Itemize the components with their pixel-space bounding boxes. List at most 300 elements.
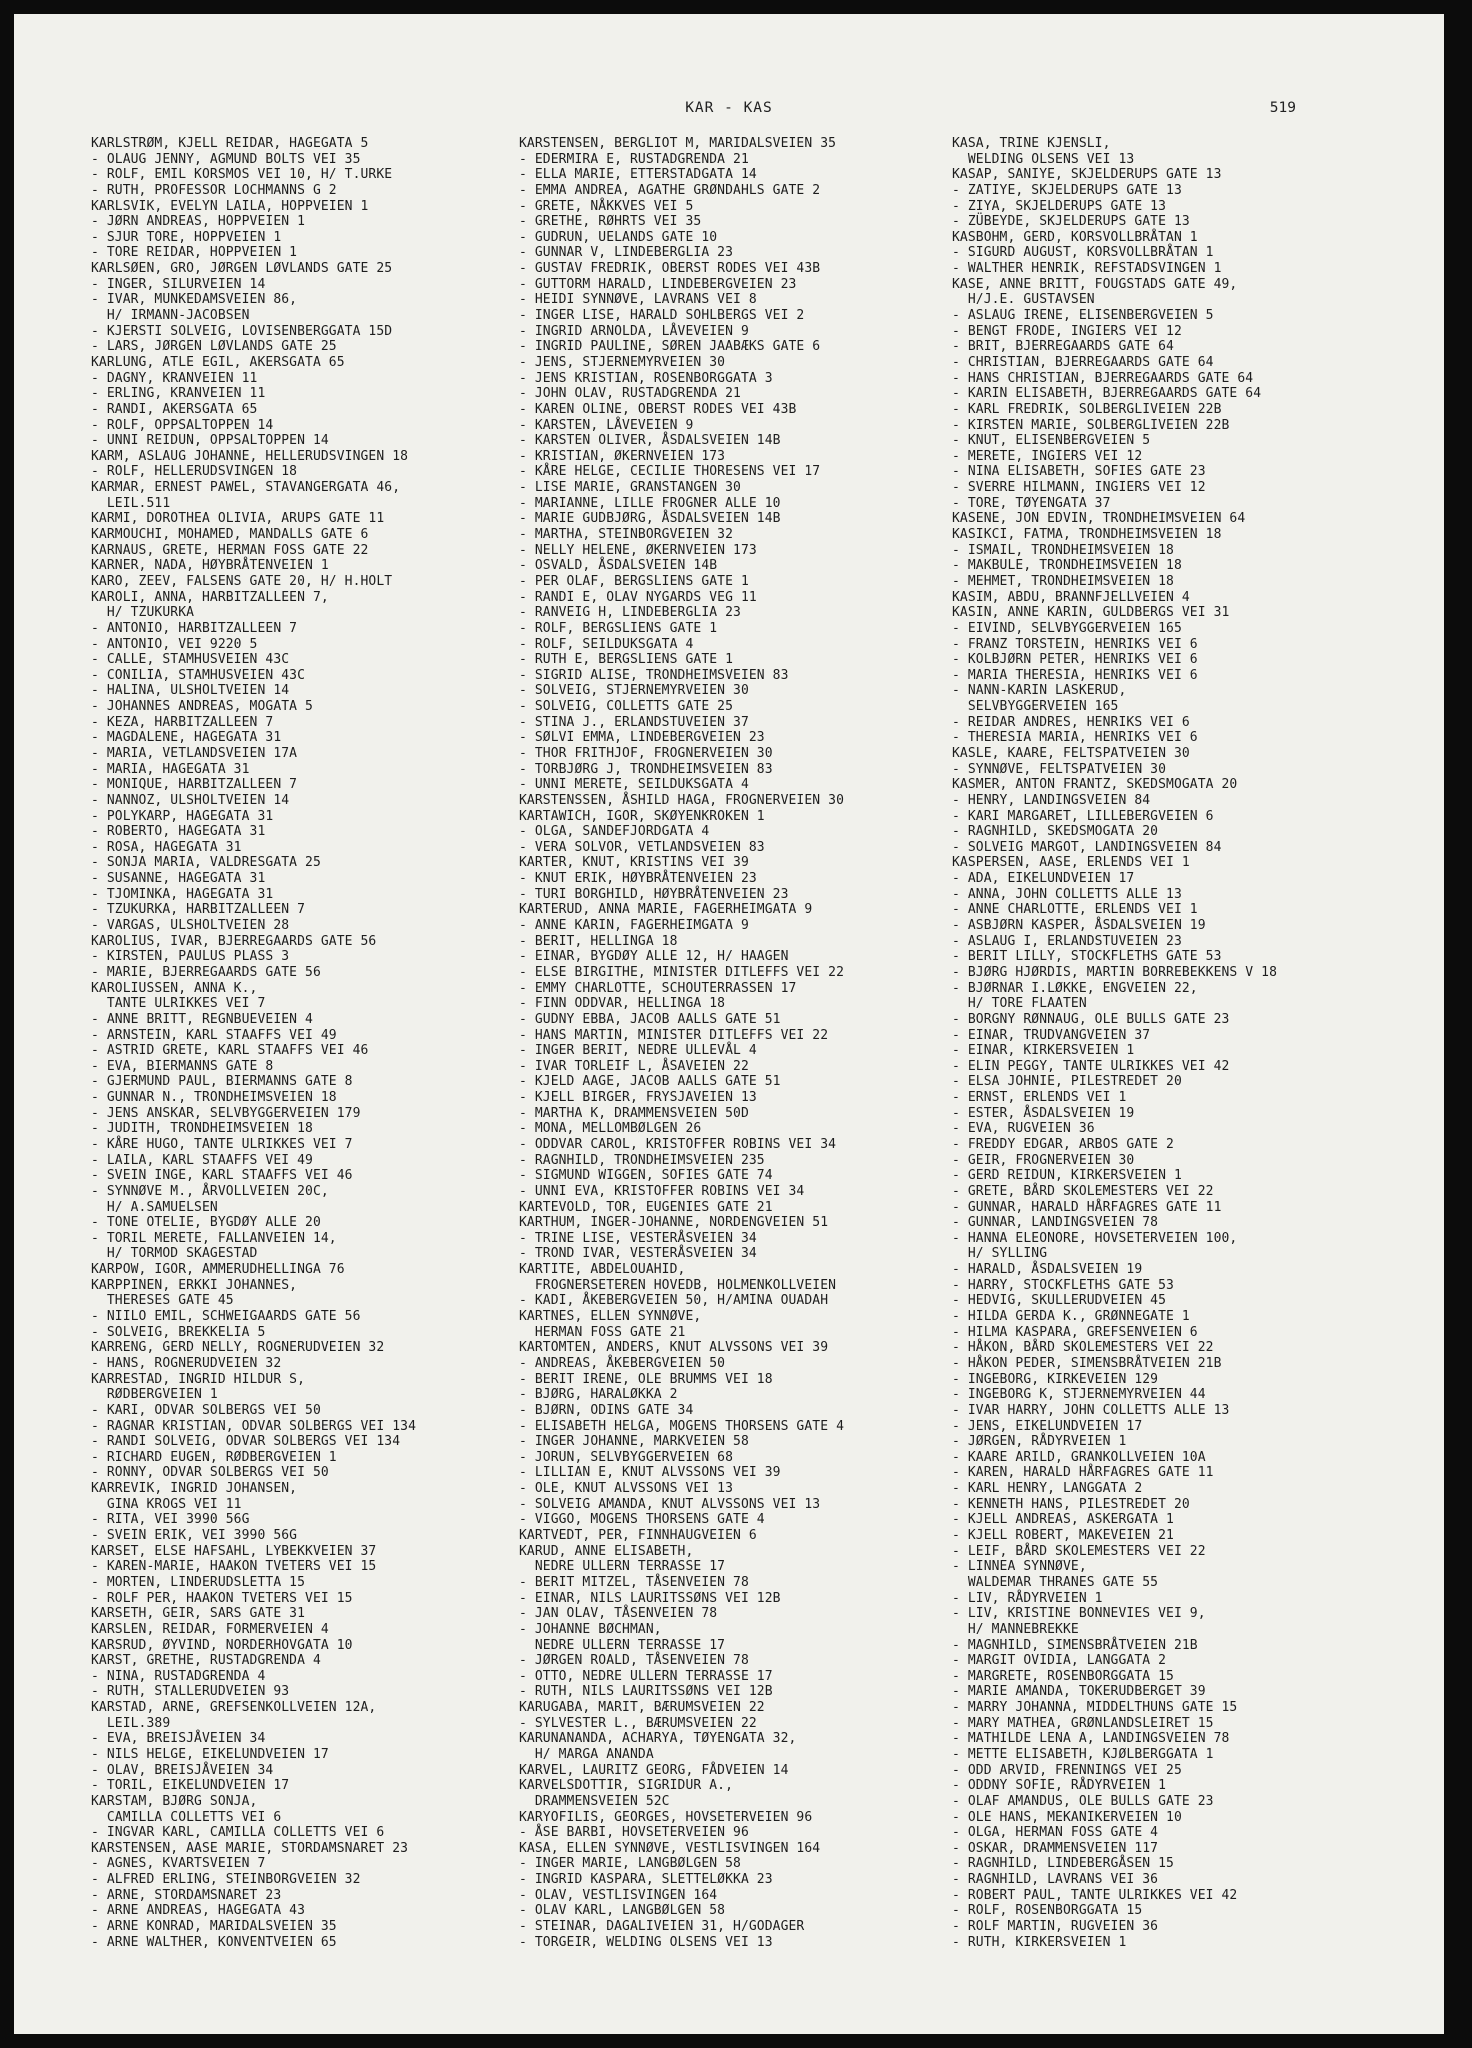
directory-entry: - MARTHA K, DRAMMENSVEIEN 50D [519, 1105, 749, 1121]
directory-entry: - TROND IVAR, VESTERÅSVEIEN 34 [519, 1246, 757, 1262]
directory-entry: KARTITE, ABDELOUAHID, [519, 1262, 686, 1278]
directory-entry: - ADA, EIKELUNDVEIEN 17 [952, 871, 1135, 887]
directory-entry: - KOLBJØRN PETER, HENRIKS VEI 6 [952, 652, 1198, 668]
directory-entry: - INGER BERIT, NEDRE ULLEVÅL 4 [519, 1043, 757, 1059]
directory-entry: - HANS, ROGNERUDVEIEN 32 [91, 1355, 282, 1371]
directory-entry: KARUGABA, MARIT, BÆRUMSVEIEN 22 [519, 1700, 765, 1716]
directory-entry: KARSTENSEN, AASE MARIE, STORDAMSNARET 23 [91, 1840, 409, 1856]
directory-entry: - FINN ODDVAR, HELLINGA 18 [519, 996, 726, 1012]
directory-entry: - ANNE KARIN, FAGERHEIMGATA 9 [519, 918, 749, 934]
directory-entry: KARTEVOLD, TOR, EUGENIES GATE 21 [519, 1199, 773, 1215]
directory-entry: - KJERSTI SOLVEIG, LOVISENBERGGATA 15D [91, 323, 393, 339]
directory-entry: - ZÜBEYDE, SKJELDERUPS GATE 13 [952, 214, 1190, 230]
directory-entry: - UNNI EVA, KRISTOFFER ROBINS VEI 34 [519, 1183, 805, 1199]
directory-entry: - VIGGO, MOGENS THORSENS GATE 4 [519, 1512, 765, 1528]
directory-entry: - BENGT FRODE, INGIERS VEI 12 [952, 323, 1182, 339]
directory-entry: - ARNE, STORDAMSNARET 23 [91, 1887, 282, 1903]
directory-entry: - KAREN OLINE, OBERST RODES VEI 43B [519, 401, 797, 417]
directory-entry: - BJØRG HJØRDIS, MARTIN BORREBEKKENS V 18 [952, 964, 1277, 980]
directory-entry: KARTOMTEN, ANDERS, KNUT ALVSSONS VEI 39 [519, 1340, 829, 1356]
directory-entry: KARSETH, GEIR, SARS GATE 31 [91, 1606, 306, 1622]
directory-entry: - AGNES, KVARTSVEIEN 7 [91, 1856, 266, 1872]
directory-entry: - ZATIYE, SKJELDERUPS GATE 13 [952, 182, 1182, 198]
directory-entry: - PER OLAF, BERGSLIENS GATE 1 [519, 573, 749, 589]
directory-entry: - RAGNHILD, TRONDHEIMSVEIEN 235 [519, 1152, 765, 1168]
directory-entry: - OLAV, BREISJÅVEIEN 34 [91, 1762, 274, 1778]
directory-entry: - MARRY JOHANNA, MIDDELTHUNS GATE 15 [952, 1700, 1238, 1716]
directory-entry: - EINAR, KIRKERSVEIEN 1 [952, 1043, 1135, 1059]
directory-entry: - TONE OTELIE, BYGDØY ALLE 20 [91, 1215, 321, 1231]
directory-entry: - ANDREAS, ÅKEBERGVEIEN 50 [519, 1355, 726, 1371]
directory-entry: - MARIANNE, LILLE FROGNER ALLE 10 [519, 495, 781, 511]
directory-entry: - EDERMIRA E, RUSTADGRENDA 21 [519, 151, 749, 167]
directory-entry: KASA, ELLEN SYNNØVE, VESTLISVINGEN 164 [519, 1840, 821, 1856]
directory-entry: - FREDDY EDGAR, ARBOS GATE 2 [952, 1137, 1174, 1152]
directory-entry: - KENNETH HANS, PILESTREDET 20 [952, 1496, 1190, 1512]
directory-entry: - OSKAR, DRAMMENSVEIEN 117 [952, 1840, 1159, 1856]
directory-entry: - INGRID KASPARA, SLETTELØKKA 23 [519, 1872, 773, 1888]
directory-entry: - JOHANNE BØCHMAN, [519, 1621, 662, 1637]
directory-entry: - ROBERT PAUL, TANTE ULRIKKES VEI 42 [952, 1887, 1238, 1903]
directory-entry: - RONNY, ODVAR SOLBERGS VEI 50 [91, 1465, 329, 1481]
directory-entry: - SIGMUND WIGGEN, SOFIES GATE 74 [519, 1168, 773, 1184]
directory-entry: - SUSANNE, HAGEGATA 31 [91, 871, 266, 887]
directory-entry: - JENS ANSKAR, SELVBYGGERVEIEN 179 [91, 1105, 361, 1121]
directory-entry: KARTNES, ELLEN SYNNØVE, [519, 1309, 702, 1325]
directory-entry: - KAREN-MARIE, HAAKON TVETERS VEI 15 [91, 1559, 377, 1575]
directory-entry: NEDRE ULLERN TERRASSE 17 [519, 1559, 726, 1575]
directory-entry: KAROLIUSSEN, ANNA K., [91, 980, 258, 996]
directory-entry: - MEHMET, TRONDHEIMSVEIEN 18 [952, 573, 1174, 589]
directory-entry: KARSTENSEN, BERGLIOT M, MARIDALSVEIEN 35 [519, 136, 837, 151]
directory-entry: - GRETHE, RØHRTS VEI 35 [519, 214, 702, 230]
directory-entry: - THERESIA MARIA, HENRIKS VEI 6 [952, 730, 1198, 746]
directory-entry: KARTERUD, ANNA MARIE, FAGERHEIMGATA 9 [519, 902, 813, 918]
directory-entry: WELDING OLSENS VEI 13 [952, 151, 1135, 167]
directory-entry: - RITA, VEI 3990 56G [91, 1512, 250, 1528]
directory-entry: - JENS, STJERNEMYRVEIEN 30 [519, 354, 726, 370]
directory-entry: - MAKBULE, TRONDHEIMSVEIEN 18 [952, 558, 1182, 574]
directory-entry: - ISMAIL, TRONDHEIMSVEIEN 18 [952, 542, 1174, 558]
directory-entry: - ROLF, OPPSALTOPPEN 14 [91, 417, 274, 433]
directory-entry: - NINA, RUSTADGRENDA 4 [91, 1668, 266, 1684]
directory-entry: - OSVALD, ÅSDALSVEIEN 14B [519, 558, 718, 574]
directory-entry: - ODDNY SOFIE, RÅDYRVEIEN 1 [952, 1778, 1167, 1794]
directory-column-1 [91, 136, 496, 1950]
directory-entry: H/ SYLLING [952, 1246, 1048, 1262]
directory-entry: - EVA, RUGVEIEN 36 [952, 1121, 1095, 1137]
directory-entry: - EINAR, TRUDVANGVEIEN 37 [952, 1027, 1151, 1043]
directory-entry: LEIL.511 [91, 495, 171, 511]
directory-entry: KARSRUD, ØYVIND, NORDERHOVGATA 10 [91, 1637, 353, 1653]
directory-entry: - ERNST, ERLENDS VEI 1 [952, 1090, 1127, 1106]
directory-entry: - TJOMINKA, HAGEGATA 31 [91, 886, 274, 902]
directory-entry: - JAN OLAV, TÅSENVEIEN 78 [519, 1606, 718, 1622]
directory-entry: - LAILA, KARL STAAFFS VEI 49 [91, 1152, 313, 1168]
directory-entry: - MORTEN, LINDERUDSLETTA 15 [91, 1574, 306, 1590]
directory-entry: - SOLVEIG, BREKKELIA 5 [91, 1324, 266, 1340]
directory-entry: - OLGA, SANDEFJORDGATA 4 [519, 824, 710, 840]
directory-entry: - GUNNAR V, LINDEBERGLIA 23 [519, 245, 734, 261]
directory-entry: H/ MARGA ANANDA [519, 1746, 654, 1762]
directory-entry: KASAP, SANIYE, SKJELDERUPS GATE 13 [952, 167, 1222, 183]
directory-entry: H/ IRMANN-JACOBSEN [91, 308, 250, 324]
directory-entry: - MARY MATHEA, GRØNLANDSLEIRET 15 [952, 1715, 1214, 1731]
directory-entry: - SOLVEIG AMANDA, KNUT ALVSSONS VEI 13 [519, 1496, 821, 1512]
directory-entry: KASIM, ABDU, BRANNFJELLVEIEN 4 [952, 589, 1190, 605]
directory-entry: - JORUN, SELVBYGGERVEIEN 68 [519, 1449, 734, 1465]
directory-entry: - STEINAR, DAGALIVEIEN 31, H/GODAGER [519, 1919, 805, 1935]
directory-entry: - RANDI SOLVEIG, ODVAR SOLBERGS VEI 134 [91, 1434, 401, 1450]
directory-entry: - KARI MARGARET, LILLEBERGVEIEN 6 [952, 808, 1214, 824]
directory-entry: H/ TORE FLAATEN [952, 996, 1087, 1012]
directory-entry: - KNUT, ELISENBERGVEIEN 5 [952, 433, 1151, 449]
directory-entry: - BORGNY RØNNAUG, OLE BULLS GATE 23 [952, 1011, 1230, 1027]
directory-entry: - NIILO EMIL, SCHWEIGAARDS GATE 56 [91, 1309, 361, 1325]
directory-entry: - ANNE CHARLOTTE, ERLENDS VEI 1 [952, 902, 1198, 918]
directory-entry: - RAGNHILD, LINDEBERGÅSEN 15 [952, 1856, 1174, 1872]
directory-entry: - INGER, SILURVEIEN 14 [91, 276, 266, 292]
directory-entry: - ERLING, KRANVEIEN 11 [91, 386, 266, 402]
directory-entry: - HANNA ELEONORE, HOVSETERVEIEN 100, [952, 1230, 1238, 1246]
directory-column-2 [519, 136, 944, 1950]
directory-entry: - TORIL MERETE, FALLANVEIEN 14, [91, 1230, 337, 1246]
directory-entry: - TORE REIDAR, HOPPVEIEN 1 [91, 245, 298, 261]
directory-entry: KASE, ANNE BRITT, FOUGSTADS GATE 49, [952, 276, 1238, 292]
directory-entry: - LILLIAN E, KNUT ALVSSONS VEI 39 [519, 1465, 781, 1481]
directory-entry: - ROLF PER, HAAKON TVETERS VEI 15 [91, 1590, 353, 1606]
directory-entry: - KJELD AAGE, JACOB AALLS GATE 51 [519, 1074, 781, 1090]
directory-entry: - TRINE LISE, VESTERÅSVEIEN 34 [519, 1230, 757, 1246]
directory-entry: - ELISABETH HELGA, MOGENS THORSENS GATE 4 [519, 1418, 844, 1434]
directory-entry: - GUNNAR, LANDINGSVEIEN 78 [952, 1215, 1159, 1231]
directory-entry: - LIV, KRISTINE BONNEVIES VEI 9, [952, 1606, 1206, 1622]
directory-entry: - KEZA, HARBITZALLEEN 7 [91, 714, 274, 730]
directory-entry: - ARNE WALTHER, KONVENTVEIEN 65 [91, 1934, 337, 1950]
directory-entry: - GERD REIDUN, KIRKERSVEIEN 1 [952, 1168, 1182, 1184]
directory-entry: GINA KROGS VEI 11 [91, 1496, 242, 1512]
directory-entry: - RANDI, AKERSGATA 65 [91, 401, 258, 417]
directory-entry: - ASBJØRN KASPER, ÅSDALSVEIEN 19 [952, 918, 1206, 934]
directory-entry: - INGER LISE, HARALD SOHLBERGS VEI 2 [519, 308, 805, 324]
directory-entry: KARSET, ELSE HAFSAHL, LYBEKKVEIEN 37 [91, 1543, 377, 1559]
directory-entry: - JENS, EIKELUNDVEIEN 17 [952, 1418, 1143, 1434]
directory-entry: - HEDVIG, SKULLERUDVEIEN 45 [952, 1293, 1167, 1309]
directory-entry: - EINAR, NILS LAURITSSØNS VEI 12B [519, 1590, 781, 1606]
directory-entry: - ROBERTO, HAGEGATA 31 [91, 824, 266, 840]
directory-entry: KAROLI, ANNA, HARBITZALLEEN 7, [91, 589, 329, 605]
directory-entry: - OLE HANS, MEKANIKERVEIEN 10 [952, 1809, 1182, 1825]
directory-entry: KASIKCI, FATMA, TRONDHEIMSVEIEN 18 [952, 527, 1222, 543]
directory-entry: - LIV, RÅDYRVEIEN 1 [952, 1590, 1103, 1606]
directory-entry: - INGVAR KARL, CAMILLA COLLETTS VEI 6 [91, 1825, 385, 1841]
page-number: 519 [1269, 100, 1296, 116]
directory-entry: - KARL FREDRIK, SOLBERGLIVEIEN 22B [952, 401, 1222, 417]
directory-entry: - ROLF, HELLERUDSVINGEN 18 [91, 464, 298, 480]
directory-entry: KARST, GRETHE, RUSTADGRENDA 4 [91, 1653, 321, 1669]
directory-entry: - VARGAS, ULSHOLTVEIEN 28 [91, 918, 290, 934]
directory-entry: - ANNE BRITT, REGNBUEVEIEN 4 [91, 1011, 313, 1027]
directory-entry: - ASTRID GRETE, KARL STAAFFS VEI 46 [91, 1043, 369, 1059]
directory-entry: - SIGURD AUGUST, KORSVOLLBRÅTAN 1 [952, 245, 1214, 261]
directory-entry: - GUNNAR, HARALD HÅRFAGRES GATE 11 [952, 1199, 1222, 1215]
directory-entry: - SYNNØVE, FELTSPATVEIEN 30 [952, 761, 1167, 777]
directory-entry: H/ TORMOD SKAGESTAD [91, 1246, 258, 1262]
directory-entry: - GUDRUN, UELANDS GATE 10 [519, 229, 718, 245]
directory-entry: - EINAR, BYGDØY ALLE 12, H/ HAAGEN [519, 949, 789, 965]
directory-entry: - INGEBORG, KIRKEVEIEN 129 [952, 1371, 1159, 1387]
directory-entry: - EVA, BREISJÅVEIEN 34 [91, 1731, 266, 1747]
directory-entry: - JENS KRISTIAN, ROSENBORGGATA 3 [519, 370, 773, 386]
directory-entry: KARSTAD, ARNE, GREFSENKOLLVEIEN 12A, [91, 1700, 377, 1716]
directory-entry: - ELSA JOHNIE, PILESTREDET 20 [952, 1074, 1182, 1090]
directory-entry: - KJELL ANDREAS, ASKERGATA 1 [952, 1512, 1174, 1528]
directory-entry: FROGNERSETEREN HOVEDB, HOLMENKOLLVEIEN [519, 1277, 837, 1293]
directory-entry: KARMAR, ERNEST PAWEL, STAVANGERGATA 46, [91, 480, 401, 496]
directory-entry: - METTE ELISABETH, KJØLBERGGATA 1 [952, 1746, 1214, 1762]
directory-entry: KARSTAM, BJØRG SONJA, [91, 1793, 258, 1809]
directory-entry: - HARRY, STOCKFLETHS GATE 53 [952, 1277, 1174, 1293]
directory-entry: - SIGRID ALISE, TRONDHEIMSVEIEN 83 [519, 667, 789, 683]
directory-entry: - LINNEA SYNNØVE, [952, 1559, 1087, 1575]
directory-entry: - JØRGEN, RÅDYRVEIEN 1 [952, 1434, 1127, 1450]
directory-entry: - OLE, KNUT ALVSSONS VEI 13 [519, 1481, 734, 1497]
directory-entry: - NANN-KARIN LASKERUD, [952, 683, 1127, 699]
directory-entry: - EMMA ANDREA, AGATHE GRØNDAHLS GATE 2 [519, 182, 821, 198]
directory-entry: - NILS HELGE, EIKELUNDVEIEN 17 [91, 1746, 329, 1762]
directory-entry: - KJELL BIRGER, FRYSJAVEIEN 13 [519, 1090, 757, 1106]
directory-entry: - SOLVEIG, STJERNEMYRVEIEN 30 [519, 683, 749, 699]
directory-entry: - STINA J., ERLANDSTUVEIEN 37 [519, 714, 749, 730]
directory-entry: - SØLVI EMMA, LINDEBERGVEIEN 23 [519, 730, 765, 746]
directory-entry: KARNER, NADA, HØYBRÅTENVEIEN 1 [91, 558, 329, 574]
directory-entry: - HÅKON PEDER, SIMENSBRÅTVEIEN 21B [952, 1355, 1222, 1371]
directory-entry: KARLUNG, ATLE EGIL, AKERSGATA 65 [91, 354, 345, 370]
directory-entry: - GEIR, FROGNERVEIEN 30 [952, 1152, 1135, 1168]
directory-entry: - CONILIA, STAMHUSVEIEN 43C [91, 667, 306, 683]
directory-entry: - MERETE, INGIERS VEI 12 [952, 448, 1143, 464]
directory-entry: - MATHILDE LENA A, LANDINGSVEIEN 78 [952, 1731, 1230, 1747]
directory-entry: - ROLF, SEILDUKSGATA 4 [519, 636, 694, 652]
directory-entry: - ROLF, EMIL KORSMOS VEI 10, H/ T.URKE [91, 167, 393, 183]
directory-entry: - OLAF AMANDUS, OLE BULLS GATE 23 [952, 1793, 1214, 1809]
directory-entry: - LARS, JØRGEN LØVLANDS GATE 25 [91, 339, 337, 355]
directory-entry: - GRETE, NÅKKVES VEI 5 [519, 198, 694, 214]
directory-entry: - NELLY HELENE, ØKERNVEIEN 173 [519, 542, 757, 558]
directory-entry: - HALINA, ULSHOLTVEIEN 14 [91, 683, 290, 699]
directory-entry: DRAMMENSVEIEN 52C [519, 1793, 670, 1809]
directory-entry: H/ A.SAMUELSEN [91, 1199, 218, 1215]
directory-entry: - UNNI REIDUN, OPPSALTOPPEN 14 [91, 433, 329, 449]
directory-entry: - OLAV KARL, LANGBØLGEN 58 [519, 1903, 726, 1919]
directory-entry: KARTER, KNUT, KRISTINS VEI 39 [519, 855, 749, 871]
directory-entry: - RANVEIG H, LINDEBERGLIA 23 [519, 605, 741, 621]
directory-entry: NEDRE ULLERN TERRASSE 17 [519, 1637, 726, 1653]
directory-entry: - HILDA GERDA K., GRØNNEGATE 1 [952, 1309, 1190, 1325]
directory-entry: - OLGA, HERMAN FOSS GATE 4 [952, 1825, 1159, 1841]
directory-entry: - BRIT, BJERREGAARDS GATE 64 [952, 339, 1174, 355]
directory-entry: - KNUT ERIK, HØYBRÅTENVEIEN 23 [519, 871, 757, 887]
directory-entry: - NINA ELISABETH, SOFIES GATE 23 [952, 464, 1206, 480]
directory-entry: THERESES GATE 45 [91, 1293, 234, 1309]
directory-entry: - MARTHA, STEINBORGVEIEN 32 [519, 527, 734, 543]
directory-entry: - KAARE ARILD, GRANKOLLVEIEN 10A [952, 1449, 1206, 1465]
directory-entry: KARO, ZEEV, FALSENS GATE 20, H/ H.HOLT [91, 573, 393, 589]
directory-entry: - HANS CHRISTIAN, BJERREGAARDS GATE 64 [952, 370, 1254, 386]
directory-entry: - POLYKARP, HAGEGATA 31 [91, 808, 274, 824]
directory-entry: - MONIQUE, HARBITZALLEEN 7 [91, 777, 298, 793]
directory-entry: - ALFRED ERLING, STEINBORGVEIEN 32 [91, 1872, 361, 1888]
directory-entry: KASA, TRINE KJENSLI, [952, 136, 1111, 151]
directory-entry: - HARALD, ÅSDALSVEIEN 19 [952, 1262, 1143, 1278]
directory-entry: - ARNSTEIN, KARL STAAFFS VEI 49 [91, 1027, 337, 1043]
directory-entry: - GUSTAV FREDRIK, OBERST RODES VEI 43B [519, 261, 821, 277]
directory-entry: - HENRY, LANDINGSVEIEN 84 [952, 792, 1151, 808]
directory-entry: - GRETE, BÅRD SKOLEMESTERS VEI 22 [952, 1183, 1214, 1199]
directory-entry: - ZIYA, SKJELDERUPS GATE 13 [952, 198, 1167, 214]
directory-entry: LEIL.389 [91, 1715, 171, 1731]
directory-entry: - MONA, MELLOMBØLGEN 26 [519, 1121, 702, 1137]
directory-entry: - ÅSE BARBI, HOVSETERVEIEN 96 [519, 1825, 749, 1841]
directory-entry: - KRISTIAN, ØKERNVEIEN 173 [519, 448, 726, 464]
directory-entry: - INGER MARIE, LANGBØLGEN 58 [519, 1856, 741, 1872]
directory-entry: - BERIT, HELLINGA 18 [519, 933, 678, 949]
directory-entry: - ROSA, HAGEGATA 31 [91, 839, 242, 855]
directory-entry: - ANTONIO, VEI 9220 5 [91, 636, 258, 652]
directory-entry: KARVEL, LAURITZ GEORG, FÅDVEIEN 14 [519, 1762, 789, 1778]
directory-entry: - CALLE, STAMHUSVEIEN 43C [91, 652, 290, 668]
directory-entry: KARSLEN, REIDAR, FORMERVEIEN 4 [91, 1621, 329, 1637]
directory-entry: - BERIT LILLY, STOCKFLETHS GATE 53 [952, 949, 1222, 965]
directory-entry: - BERIT MITZEL, TÅSENVEIEN 78 [519, 1574, 749, 1590]
directory-entry: - KAREN, HARALD HÅRFAGRES GATE 11 [952, 1465, 1214, 1481]
directory-entry: - HÅKON, BÅRD SKOLEMESTERS VEI 22 [952, 1340, 1214, 1356]
directory-entry: - ROLF, ROSENBORGGATA 15 [952, 1903, 1143, 1919]
directory-entry: - IVAR HARRY, JOHN COLLETTS ALLE 13 [952, 1402, 1230, 1418]
directory-entry: - RAGNHILD, SKEDSMOGATA 20 [952, 824, 1159, 840]
directory-entry: - JOHN OLAV, RUSTADGRENDA 21 [519, 386, 741, 402]
directory-entry: - BJØRG, HARALØKKA 2 [519, 1387, 678, 1403]
directory-entry: SELVBYGGERVEIEN 165 [952, 699, 1119, 715]
directory-entry: - SOLVEIG MARGOT, LANDINGSVEIEN 84 [952, 839, 1222, 855]
directory-entry: - TURI BORGHILD, HØYBRÅTENVEIEN 23 [519, 886, 789, 902]
directory-entry: - TORGEIR, WELDING OLSENS VEI 13 [519, 1934, 773, 1950]
directory-entry: KARVELSDOTTIR, SIGRIDUR A., [519, 1778, 734, 1794]
directory-entry: - SJUR TORE, HOPPVEIEN 1 [91, 229, 282, 245]
directory-entry: - MAGNHILD, SIMENSBRÅTVEIEN 21B [952, 1637, 1198, 1653]
directory-entry: - ESTER, ÅSDALSVEIEN 19 [952, 1105, 1135, 1121]
directory-entry: H/ TZUKURKA [91, 605, 195, 621]
directory-entry: KASMER, ANTON FRANTZ, SKEDSMOGATA 20 [952, 777, 1238, 793]
directory-entry: - ROLF, BERGSLIENS GATE 1 [519, 620, 718, 636]
directory-entry: - MARIE GUDBJØRG, ÅSDALSVEIEN 14B [519, 511, 781, 527]
directory-entry: KARMI, DOROTHEA OLIVIA, ARUPS GATE 11 [91, 511, 385, 527]
directory-entry: - THOR FRITHJOF, FROGNERVEIEN 30 [519, 745, 773, 761]
directory-entry: KARUNANANDA, ACHARYA, TØYENGATA 32, [519, 1731, 797, 1747]
directory-entry: - SOLVEIG, COLLETTS GATE 25 [519, 699, 734, 715]
directory-entry: - MARIE AMANDA, TOKERUDBERGET 39 [952, 1684, 1206, 1700]
directory-entry: - MARIA, VETLANDSVEIEN 17A [91, 745, 298, 761]
directory-entry: - ARNE KONRAD, MARIDALSVEIEN 35 [91, 1919, 337, 1935]
directory-entry: KASBOHM, GERD, KORSVOLLBRÅTAN 1 [952, 229, 1198, 245]
directory-entry: - IVAR, MUNKEDAMSVEIEN 86, [91, 292, 298, 308]
directory-entry: - ELIN PEGGY, TANTE ULRIKKES VEI 42 [952, 1058, 1230, 1074]
directory-entry: - MARGRETE, ROSENBORGGATA 15 [952, 1668, 1174, 1684]
directory-entry: - SONJA MARIA, VALDRESGATA 25 [91, 855, 321, 871]
directory-entry: - HEIDI SYNNØVE, LAVRANS VEI 8 [519, 292, 757, 308]
directory-entry: KARM, ASLAUG JOHANNE, HELLERUDSVINGEN 18 [91, 448, 409, 464]
directory-entry: KARLSVIK, EVELYN LAILA, HOPPVEIEN 1 [91, 198, 369, 214]
directory-entry: - NANNOZ, ULSHOLTVEIEN 14 [91, 792, 290, 808]
directory-entry: - JØRGEN ROALD, TÅSENVEIEN 78 [519, 1653, 749, 1669]
directory-entry: - MARIA, HAGEGATA 31 [91, 761, 250, 777]
directory-entry: - KARL HENRY, LANGGATA 2 [952, 1481, 1143, 1497]
directory-entry: - KÅRE HELGE, CECILIE THORESENS VEI 17 [519, 464, 821, 480]
directory-entry: KAROLIUS, IVAR, BJERREGAARDS GATE 56 [91, 933, 377, 949]
directory-entry: KARMOUCHI, MOHAMED, MANDALLS GATE 6 [91, 527, 369, 543]
directory-entry: - REIDAR ANDRES, HENRIKS VEI 6 [952, 714, 1190, 730]
directory-entry: KARYOFILIS, GEORGES, HOVSETERVEIEN 96 [519, 1809, 813, 1825]
directory-entry: - TZUKURKA, HARBITZALLEEN 7 [91, 902, 306, 918]
directory-entry: - GUDNY EBBA, JACOB AALLS GATE 51 [519, 1011, 781, 1027]
directory-entry: KARTHUM, INGER-JOHANNE, NORDENGVEIEN 51 [519, 1215, 829, 1231]
directory-entry: - EMMY CHARLOTTE, SCHOUTERRASSEN 17 [519, 980, 797, 996]
directory-entry: - MARIA THERESIA, HENRIKS VEI 6 [952, 667, 1198, 683]
directory-entry: - ROLF MARTIN, RUGVEIEN 36 [952, 1919, 1159, 1935]
directory-entry: - RICHARD EUGEN, RØDBERGVEIEN 1 [91, 1449, 337, 1465]
directory-entry: - INGRID PAULINE, SØREN JAABÆKS GATE 6 [519, 339, 821, 355]
directory-entry: - BERIT IRENE, OLE BRUMMS VEI 18 [519, 1371, 773, 1387]
directory-entry: - GUTTORM HARALD, LINDEBERGVEIEN 23 [519, 276, 797, 292]
directory-entry: - KARSTEN OLIVER, ÅSDALSVEIEN 14B [519, 433, 781, 449]
directory-entry: KARRESTAD, INGRID HILDUR S, [91, 1371, 306, 1387]
directory-entry: - SVEIN INGE, KARL STAAFFS VEI 46 [91, 1168, 353, 1184]
directory-entry: KARREVIK, INGRID JOHANSEN, [91, 1481, 298, 1497]
directory-entry: - KARSTEN, LÅVEVEIEN 9 [519, 417, 694, 433]
directory-entry: - KJELL ROBERT, MAKEVEIEN 21 [952, 1528, 1174, 1544]
directory-entry: KARTVEDT, PER, FINNHAUGVEIEN 6 [519, 1528, 757, 1544]
directory-entry: KARRENG, GERD NELLY, ROGNERUDVEIEN 32 [91, 1340, 385, 1356]
directory-entry: KASENE, JON EDVIN, TRONDHEIMSVEIEN 64 [952, 511, 1246, 527]
directory-entry: - SYLVESTER L., BÆRUMSVEIEN 22 [519, 1715, 757, 1731]
directory-entry: - HANS MARTIN, MINISTER DITLEFFS VEI 22 [519, 1027, 829, 1043]
directory-entry: KASIN, ANNE KARIN, GULDBERGS VEI 31 [952, 605, 1230, 621]
directory-entry: - KARIN ELISABETH, BJERREGAARDS GATE 64 [952, 386, 1262, 402]
directory-entry: - WALTHER HENRIK, REFSTADSVINGEN 1 [952, 261, 1222, 277]
directory-entry: - FRANZ TORSTEIN, HENRIKS VEI 6 [952, 636, 1198, 652]
directory-entry: - INGER JOHANNE, MARKVEIEN 58 [519, 1434, 749, 1450]
directory-column-3 [952, 136, 1422, 1950]
directory-entry: - ODD ARVID, FRENNINGS VEI 25 [952, 1762, 1182, 1778]
directory-entry: - TORIL, EIKELUNDVEIEN 17 [91, 1778, 290, 1794]
directory-entry: CAMILLA COLLETTS VEI 6 [91, 1809, 282, 1825]
directory-entry: - RUTH, PROFESSOR LOCHMANNS G 2 [91, 182, 337, 198]
directory-entry: - GUNNAR N., TRONDHEIMSVEIEN 18 [91, 1090, 337, 1106]
directory-entry: KARPOW, IGOR, AMMERUDHELLINGA 76 [91, 1262, 345, 1278]
directory-entry: - MARIE, BJERREGAARDS GATE 56 [91, 964, 321, 980]
directory-entry: - SYNNØVE M., ÅRVOLLVEIEN 20C, [91, 1183, 329, 1199]
directory-entry: - RUTH, NILS LAURITSSØNS VEI 12B [519, 1684, 773, 1700]
directory-entry: RØDBERGVEIEN 1 [91, 1387, 218, 1403]
directory-entry: H/ MANNEBREKKE [952, 1621, 1079, 1637]
directory-entry: - TORE, TØYENGATA 37 [952, 495, 1111, 511]
directory-entry: - OLAV, VESTLISVINGEN 164 [519, 1887, 718, 1903]
directory-entry: KARUD, ANNE ELISABETH, [519, 1543, 694, 1559]
directory-entry: - RAGNAR KRISTIAN, ODVAR SOLBERGS VEI 134 [91, 1418, 416, 1434]
directory-entry: - LEIF, BÅRD SKOLEMESTERS VEI 22 [952, 1543, 1206, 1559]
directory-entry: KARNAUS, GRETE, HERMAN FOSS GATE 22 [91, 542, 369, 558]
directory-entry: KASPERSEN, AASE, ERLENDS VEI 1 [952, 855, 1190, 871]
